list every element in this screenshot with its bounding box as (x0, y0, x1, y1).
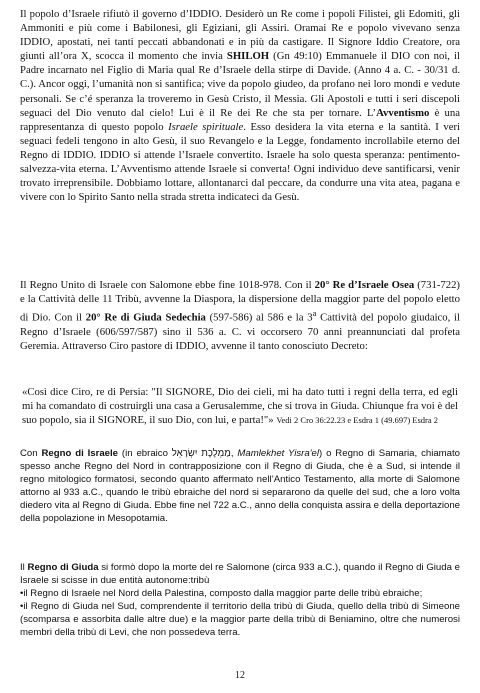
list-item-south: •il Regno di Giuda nel Sud, comprendente il territorio della tribù di Giuda, quello della tribù di Simeone (scomparsa e assorbita dalle altre due) e la maggior parte della tribù di Beniamino, oltre che numerosi membri della tribù di Levi, che non possedeva terra. (20, 600, 460, 638)
paragraph-kingdom-of-israel (20, 448, 460, 525)
bold-term-avventismo: Avventismo (376, 106, 430, 119)
text-run: (in ebraico (118, 448, 172, 459)
italic-transliteration: Mamlekhet Yisra'el (237, 448, 320, 459)
paragraph-united-kingdom (20, 278, 460, 353)
bold-term-regno-israele: Regno di Israele (41, 448, 119, 459)
list-item-north: •il Regno di Israele nel Nord della Palestina, composto dalla maggior parte delle tribù ebraiche; (20, 587, 423, 599)
text-run: Il Regno Unito di Israele con Salomone ebbe fine 1018-978. Con il (20, 279, 315, 291)
text-run: Il popolo d’Israele rifiutò il governo d’IDDIO. Desiderò un Re come i popoli Filistei, gli Edomiti, gli Ammoniti e più come i Babilonesi, gli Egiziani, gli Assiri. Oramai Re e popolo vivevano senza IDDIO, apostati, nei tanti peccati abbandonati e in più da castigare. Il Signore Iddio Creatore, ora giunti all’ora X, scocca il momento che invia (20, 8, 460, 63)
text-run: si formò dopo la morte del re Salomone (circa 933 a.C.), quando il Regno di Giuda e Israele si scisse in due entità autonome:tribù (20, 562, 460, 586)
text-run: Il (20, 562, 28, 573)
italic-term-israele-spirituale: Israele spirituale (168, 120, 244, 133)
bold-term-shiloh: SHILOH (226, 50, 270, 63)
bold-term-regno-giuda: Regno di Giuda (27, 562, 99, 573)
paragraph-israel-rejected-god (20, 7, 460, 204)
bold-term-re-israele: 20° Re d’Israele Osea (314, 279, 415, 291)
page-number: 12 (235, 670, 245, 681)
text-run: (597-586) al 586 e la 3 (205, 311, 313, 324)
judah-intro (20, 562, 460, 588)
text-run: è una rappresentanza di questo popolo (20, 106, 460, 133)
text-run: Con (20, 448, 42, 459)
decree-quote: «Così dice Ciro, re di Persia: "Il SIGNORE, Dio dei cieli, mi ha dato tutti i regni della terra, ed egli mi ha comandato di costruirgli una casa a Gerusalemme, che si trova in Giuda. Chiunque fra voi è del suo popolo, sia il SIGNORE, il suo Dio, con lui, e parta!"» (22, 386, 458, 427)
text-run: (Gn 49:10) Emmanuele il DIO con noi, il Padre incarnato nel Figlio di Maria qual Re d’Israele della stirpe di Davide. (Anno 4 a. C. - 30/31 d. C.). Ancor oggi, l’umanità non si santifica; vive da popolo giudeo, da profano nei loro mondi e vedute personali. Se c’é speranza la troveremo in Gesù Cristo, il Messia. Gli Apostoli e tutti i seri discepoli seguaci del Dio venuto dal cielo! Lui è il Re dei Re che sta per tornare. L’ (20, 50, 460, 119)
text-run: ) o Regno di Samaria, chiamato spesso anche Regno del Nord in contrapposizione con il Regno di Giuda, che è a Sud, si intende il regno mitologico formatosi, secondo quanto affermato nell’Antico Testamento, alla morte di Salomone attorno al 933 a.C., quando le tribù ebraiche del nord si separarono da quelle del sud, che a loro volta diedero vita al Regno di Giuda. Ebbe fine nel 722 a.C., anno della conquista assira e della deportazione della popolazione in Mesopotamia. (20, 448, 461, 524)
paragraph-cyrus-decree-quote (22, 385, 458, 427)
bold-term-re-giuda: 20° Re di Giuda Sedechia (85, 311, 206, 324)
scripture-reference: Vedi 2 Cro 36:22.23 e Esdra 1 (49.697) Esdra 2 (276, 415, 439, 426)
text-run: Cattività del popolo giudaico, il Regno d’Israele (606/597/587) sino il 536 a. C. vi occorsero 70 anni preannunciati dal profeta Geremia. Attraverso Ciro pastore di IDDIO, avvenne il tanto conosciuto Decreto: (20, 311, 460, 352)
hebrew-term: מַמְלֶכֶת יִשְׂרָאֵל (171, 448, 231, 459)
superscript: a (312, 308, 317, 319)
text-run: , (230, 448, 238, 459)
text-run: . Esso desidera la vita eterna e la santità. I veri seguaci fedeli tengono in alto Gesù, il suo Revangelo e la Legge, fondamento incrollabile eterno del Regno di IDDIO. IDDIO si attende l’Israele convertito. Israele ha solo questa speranza: pentimento-salvezza-vita eterna. L’Avventismo attende Israele si converta! Ogni individuo deve santificarsi, venir trovato irreprensibile. Dobbiamo lottare, allontanarci dal peccare, da condurre una vita atea, pagana e vivere con lo Spirito Santo nella strada stretta indicateci da Gesù. (20, 120, 460, 204)
text-run: (731-722) e la Cattività delle 11 Tribù, avvenne la Diaspora, la dispersione della maggior parte del popolo eletto di Dio. Con il (20, 279, 460, 324)
paragraph-kingdom-of-judah (20, 562, 460, 639)
